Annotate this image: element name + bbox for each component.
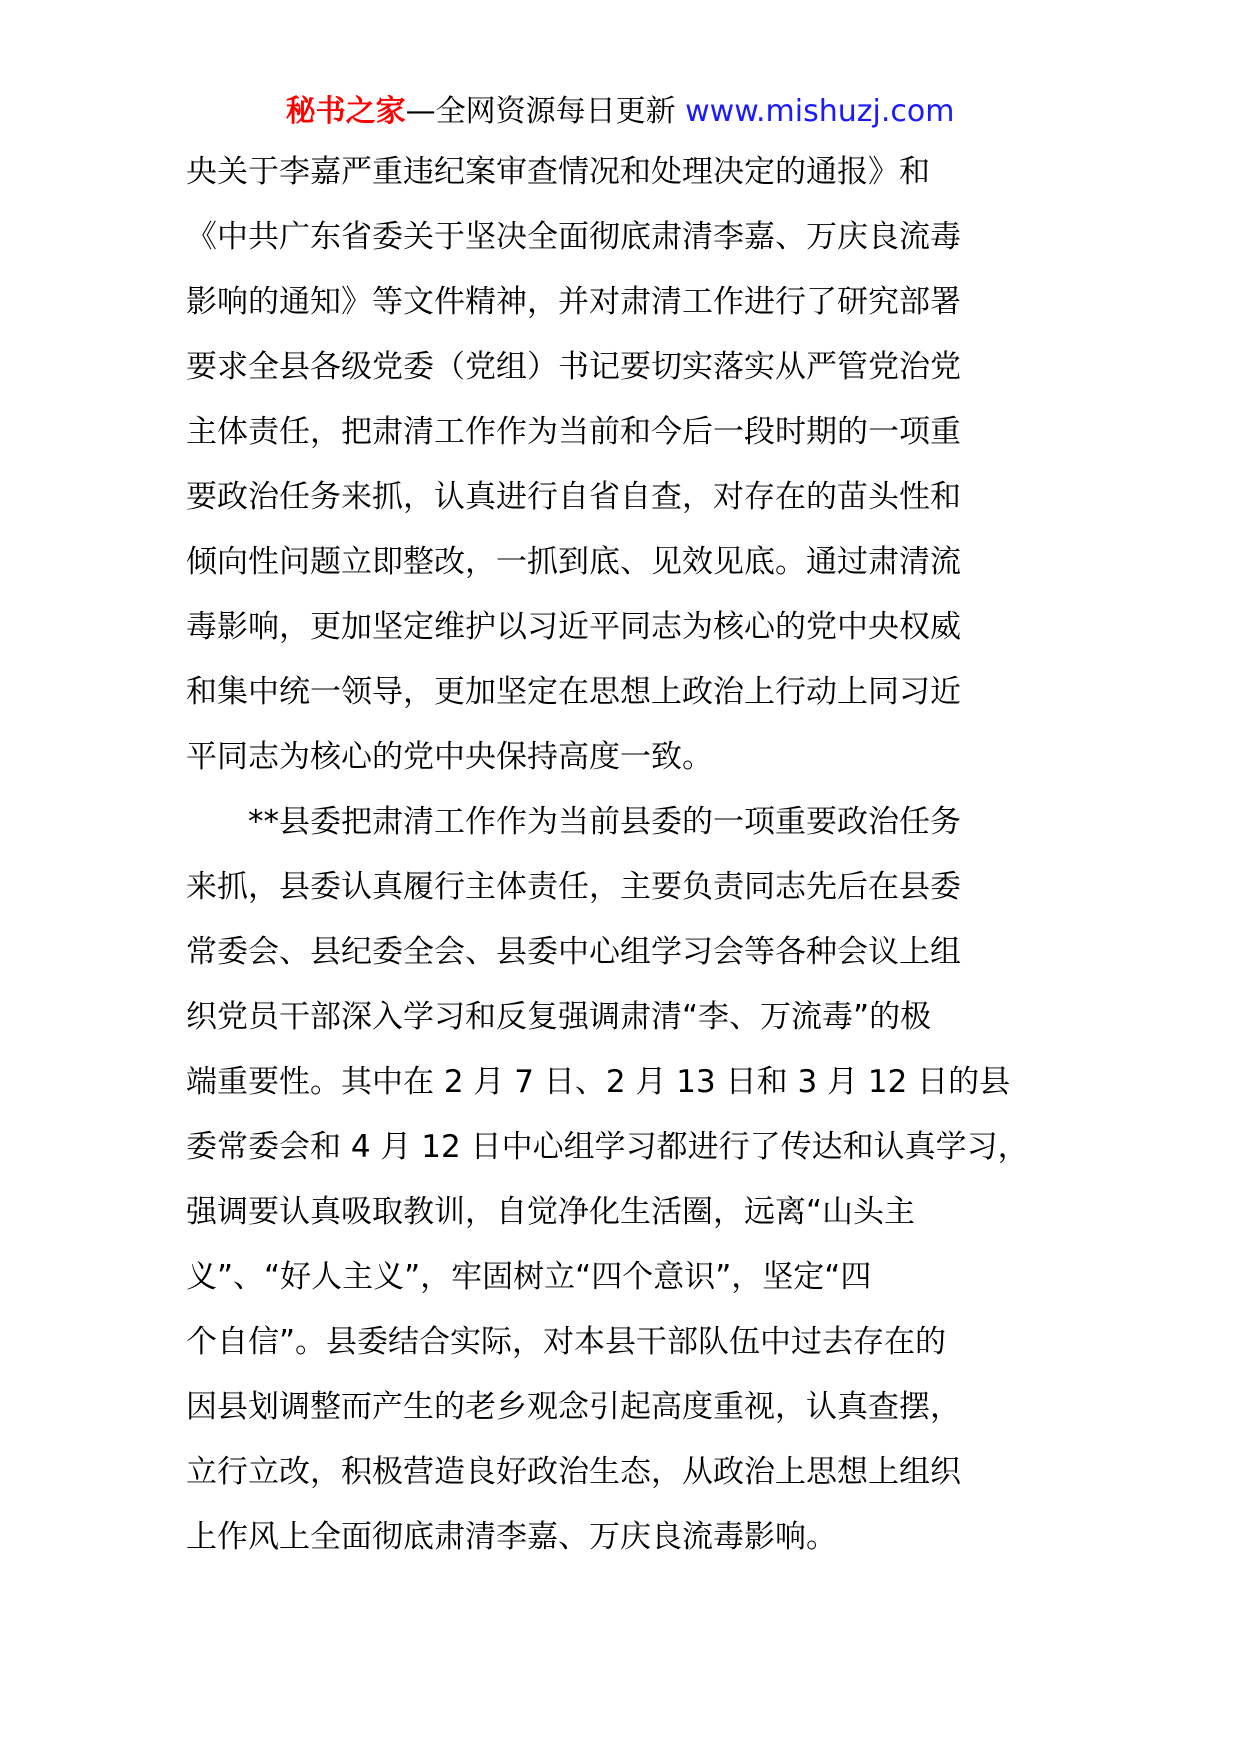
text-line: 要政治任务来抓，认真进行自省自查，对存在的苗头性和 [186,479,961,515]
text-line: 个自信”。县委结合实际，对本县干部队伍中过去存在的 [186,1324,947,1360]
text-line: 强调要认真吸取教训，自觉净化生活圈，远离“山头主 [186,1194,916,1230]
text-line: 委常委会和 4 月 12 日中心组学习都进行了传达和认真学习， [186,1129,1029,1165]
document-body [186,140,1086,1570]
site-url-link[interactable]: www.mishuzj.com [685,94,955,129]
text-line: 平同志为核心的党中央保持高度一致。 [186,739,713,775]
text-line: 和集中统一领导，更加坚定在思想上政治上行动上同习近 [186,674,961,710]
text-line: 《中共广东省委关于坚决全面彻底肃清李嘉、万庆良流毒 [186,219,961,255]
text-line: 端重要性。其中在 2 月 7 日、2 月 13 日和 3 月 12 日的县 [186,1064,1011,1100]
text-line: 义”、“好人主义”，牢固树立“四个意识”，坚定“四 [186,1259,872,1295]
site-brand: 秘书之家 [285,94,406,129]
text-line: 影响的通知》等文件精神，并对肃清工作进行了研究部署 [186,284,961,320]
text-line: 主体责任，把肃清工作作为当前和今后一段时期的一项重 [186,414,961,450]
site-tagline: —全网资源每日更新 [405,94,686,129]
text-line: **县委把肃清工作作为当前县委的一项重要政治任务 [186,804,961,840]
text-line: 毒影响，更加坚定维护以习近平同志为核心的党中央权威 [186,609,961,645]
text-line: 立行立改，积极营造良好政治生态，从政治上思想上组织 [186,1454,961,1490]
text-line: 常委会、县纪委全会、县委中心组学习会等各种会议上组 [186,934,961,970]
site-header [0,92,1240,132]
text-line: 来抓，县委认真履行主体责任，主要负责同志先后在县委 [186,869,961,905]
text-line: 织党员干部深入学习和反复强调肃清“李、万流毒”的极 [186,999,932,1035]
text-line: 要求全县各级党委（党组）书记要切实落实从严管党治党 [186,349,961,385]
text-line: 倾向性问题立即整改，一抓到底、见效见底。通过肃清流 [186,544,961,580]
text-line: 上作风上全面彻底肃清李嘉、万庆良流毒影响。 [186,1519,837,1555]
text-line: 因县划调整而产生的老乡观念引起高度重视，认真查摆， [186,1389,961,1425]
text-line: 央关于李嘉严重违纪案审查情况和处理决定的通报》和 [186,154,930,190]
